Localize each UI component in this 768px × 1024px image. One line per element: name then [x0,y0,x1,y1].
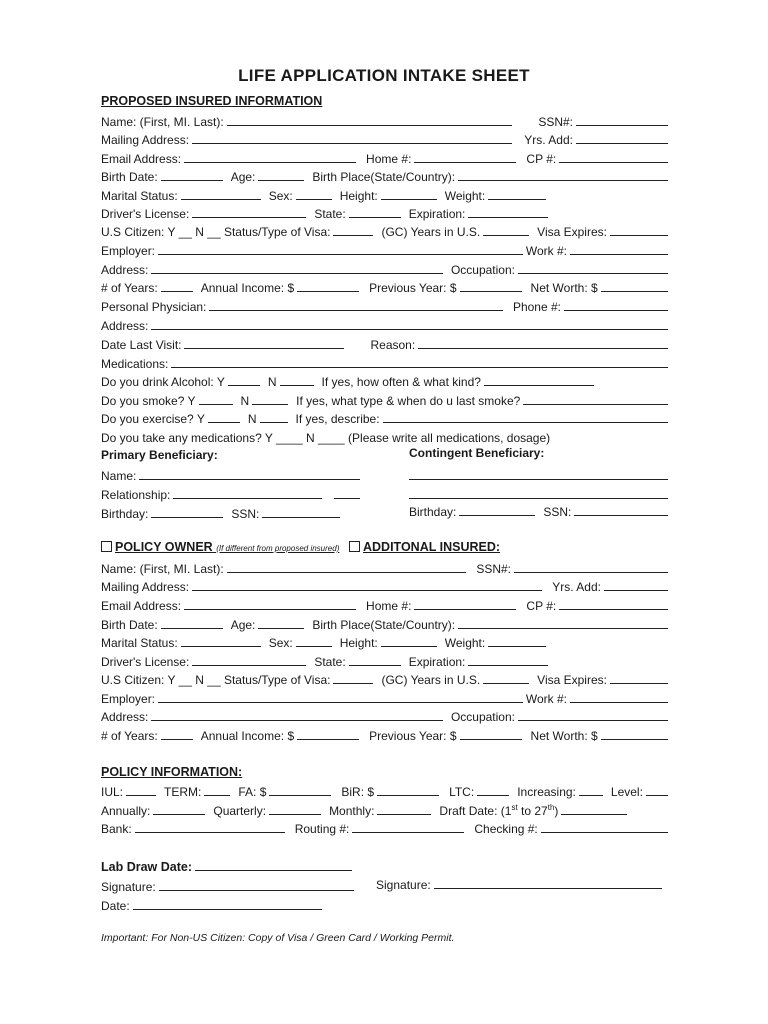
row-contingent-name [409,465,668,483]
row-payment-mode: Annually: Quarterly: Monthly: Draft Date: (1st to 27th) [101,800,668,818]
row-beneficiary-birthday: Birthday: SSN: [101,503,340,521]
draft-date-field[interactable] [561,813,627,815]
visa-expires-field[interactable] [610,234,668,236]
term-field[interactable] [204,794,230,796]
owner-yrs-add-field[interactable] [604,589,668,591]
primary-relationship-extra-field[interactable] [334,497,360,499]
important-note: Important: For Non-US Citizen: Copy of Visa / Green Card / Working Permit. [101,932,455,944]
bank-field[interactable] [135,831,285,833]
row-beneficiary-relationship: Relationship: [101,484,360,502]
owner-license-field[interactable] [192,664,306,666]
row-exercise: Do you exercise? Y N If yes, describe: [101,408,668,426]
owner-birth-place-field[interactable] [458,627,668,629]
quarterly-field[interactable] [269,813,321,815]
physician-field[interactable] [209,309,503,311]
row-license: Driver's License: State: Expiration: [101,203,668,221]
row-last-visit: Date Last Visit: Reason: [101,334,668,352]
row2-mailing: Mailing Address: Yrs. Add: [101,576,668,594]
expiration-field[interactable] [468,216,548,218]
drivers-license-field[interactable] [192,216,306,218]
cell-phone-field[interactable] [559,161,668,163]
net-worth-field[interactable] [601,290,668,292]
owner-gc-years-field[interactable] [483,682,529,684]
primary-ssn-field[interactable] [262,516,340,518]
row-date: Date: [101,895,322,913]
exercise-no-field[interactable] [260,421,288,423]
row-marital: Marital Status: Sex: Height: Weight: [101,185,668,203]
owner-age-field[interactable] [258,627,304,629]
owner-state-field[interactable] [349,664,401,666]
medications-field[interactable] [171,366,668,368]
owner-marital-field[interactable] [181,645,261,647]
row-meds-question: Do you take any medications? Y ____ N ____ (Please write all medications, dosage) [101,431,551,445]
row-mailing: Mailing Address: Yrs. Add: [101,129,668,147]
row2-email: Email Address: Home #: CP #: [101,595,668,613]
occupation-field[interactable] [518,272,668,274]
row-medications: Medications: [101,353,668,371]
row-birth: Birth Date: Age: Birth Place(State/Country): [101,166,668,184]
owner-previous-year-field[interactable] [460,738,522,740]
owner-work-field[interactable] [570,701,668,703]
row-contingent-relationship [409,484,668,502]
marital-status-field[interactable] [181,198,261,200]
date-last-visit-field[interactable] [184,347,344,349]
work-phone-field[interactable] [570,253,668,255]
height-field[interactable] [381,198,437,200]
row-signature-2: Signature: [376,874,662,892]
annually-field[interactable] [153,813,205,815]
row-address: Address: Occupation: [101,259,668,277]
row-income: # of Years: Annual Income: $ Previous Year: $ Net Worth: $ [101,277,668,295]
owner-home-field[interactable] [414,608,516,610]
owner-address-field[interactable] [151,719,443,721]
row-employer: Employer: Work #: [101,240,668,258]
row2-license: Driver's License: State: Expiration: [101,651,668,669]
row2-birth: Birth Date: Age: Birth Place(State/Country): [101,614,668,632]
owner-mailing-field[interactable] [192,589,542,591]
gc-years-field[interactable] [483,234,529,236]
row-name: Name: (First, MI. Last): SSN#: [101,111,668,129]
mailing-address-field[interactable] [192,142,512,144]
owner-cp-field[interactable] [559,608,668,610]
row2-employer: Employer: Work #: [101,688,668,706]
owner-birth-date-field[interactable] [161,627,223,629]
lab-draw-date-field[interactable] [195,869,352,871]
home-phone-field[interactable] [414,161,516,163]
section-heading-proposed-insured: PROPOSED INSURED INFORMATION [101,94,323,108]
row-email: Email Address: Home #: CP #: [101,148,668,166]
row-physician: Personal Physician: Phone #: [101,296,668,314]
smoke-detail-field[interactable] [523,403,668,405]
physician-address-field[interactable] [151,328,668,330]
sex-field[interactable] [296,198,332,200]
owner-occupation-field[interactable] [518,719,668,721]
primary-beneficiary-name-field[interactable] [139,478,360,480]
owner-net-worth-field[interactable] [601,738,668,740]
increasing-field[interactable] [579,794,603,796]
reason-field[interactable] [418,347,668,349]
employer-field[interactable] [158,253,523,255]
row2-address: Address: Occupation: [101,706,668,724]
visa-type-field[interactable] [333,234,373,236]
bir-field[interactable] [377,794,439,796]
row2-income: # of Years: Annual Income: $ Previous Year: $ Net Worth: $ [101,725,668,743]
owner-name-field[interactable] [227,571,467,573]
email-field[interactable] [184,161,356,163]
owner-email-field[interactable] [184,608,356,610]
primary-birthday-field[interactable] [151,516,223,518]
iul-field[interactable] [126,794,156,796]
row-contingent-birthday: Birthday: SSN: [409,501,668,519]
state-field[interactable] [349,216,401,218]
row2-name: Name: (First, MI. Last): SSN#: [101,558,668,576]
owner-years-field[interactable] [161,738,193,740]
additional-insured-heading: ADDITONAL INSURED: [349,540,500,554]
date-field[interactable] [133,908,322,910]
physician-phone-field[interactable] [564,309,668,311]
owner-annual-income-field[interactable] [297,738,359,740]
policy-owner-heading: POLICY OWNER (If different from proposed insured) [101,540,339,554]
signature-1-field[interactable] [159,889,354,891]
name-field[interactable] [227,124,513,126]
fa-field[interactable] [269,794,331,796]
birth-date-field[interactable] [161,179,223,181]
row-alcohol: Do you drink Alcohol: Y N If yes, how often & what kind? [101,371,668,389]
birth-place-field[interactable] [458,179,668,181]
page-title: LIFE APPLICATION INTAKE SHEET [238,66,530,85]
level-field[interactable] [646,794,668,796]
owner-weight-field[interactable] [488,645,546,647]
row-signature-1: Signature: [101,876,354,894]
owner-employer-field[interactable] [158,701,523,703]
row-smoke: Do you smoke? Y N If yes, what type & when do u last smoke? [101,390,668,408]
smoke-yes-field[interactable] [199,403,233,405]
alcohol-detail-field[interactable] [484,384,594,386]
annual-income-field[interactable] [297,290,359,292]
primary-relationship-field[interactable] [173,497,322,499]
ltc-field[interactable] [477,794,509,796]
owner-expiration-field[interactable] [468,664,548,666]
signature-2-field[interactable] [434,887,662,889]
checking-field[interactable] [541,831,668,833]
smoke-no-field[interactable] [252,403,288,405]
owner-sex-field[interactable] [296,645,332,647]
contingent-birthday-field[interactable] [459,514,535,516]
contingent-beneficiary-heading: Contingent Beneficiary: [409,446,545,460]
policy-information-heading: POLICY INFORMATION: [101,765,243,779]
weight-field[interactable] [488,198,546,200]
additional-insured-checkbox[interactable] [349,541,360,552]
row-beneficiary-name: Name: [101,465,360,483]
address-field[interactable] [151,272,443,274]
row-bank: Bank: Routing #: Checking #: [101,818,668,836]
ssn-field[interactable] [576,124,668,126]
monthly-field[interactable] [377,813,431,815]
routing-field[interactable] [352,831,464,833]
yrs-add-field[interactable] [576,142,668,144]
policy-owner-checkbox[interactable] [101,541,112,552]
contingent-relationship-field[interactable] [409,497,668,499]
exercise-detail-field[interactable] [383,421,668,423]
age-field[interactable] [258,179,304,181]
owner-height-field[interactable] [381,645,437,647]
row2-marital: Marital Status: Sex: Height: Weight: [101,632,668,650]
row2-citizen: U.S Citizen: Y __ N __ Status/Type of Visa: (GC) Years in U.S. Visa Expires: [101,669,668,687]
previous-year-field[interactable] [460,290,522,292]
years-field[interactable] [161,290,193,292]
row-address-2: Address: [101,315,668,333]
owner-ssn-field[interactable] [514,571,668,573]
draft-date-label: Draft Date: (1st to 27th) [439,803,559,818]
owner-visa-type-field[interactable] [333,682,373,684]
exercise-yes-field[interactable] [208,421,240,423]
primary-beneficiary-heading: Primary Beneficiary: [101,448,218,462]
row-citizen: U.S Citizen: Y __ N __ Status/Type of Visa: (GC) Years in U.S. Visa Expires: [101,221,668,239]
contingent-ssn-field[interactable] [574,514,668,516]
row-policy-type: IUL: TERM: FA: $ BiR: $ LTC: Increasing: Level: [101,781,668,799]
contingent-beneficiary-name-field[interactable] [409,478,668,480]
row-lab-draw: Lab Draw Date: [101,856,352,874]
alcohol-yes-field[interactable] [228,384,260,386]
owner-visa-expires-field[interactable] [610,682,668,684]
alcohol-no-field[interactable] [280,384,314,386]
